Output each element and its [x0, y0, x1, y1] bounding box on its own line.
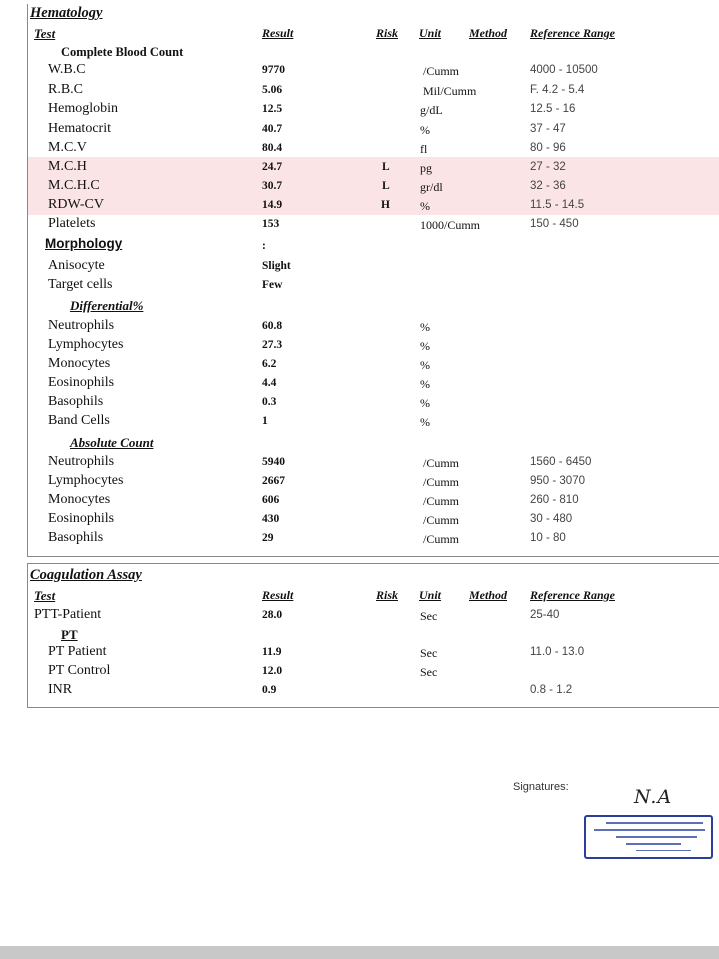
- unit-value: /Cumm: [423, 64, 460, 78]
- test-name: W.B.C: [48, 62, 86, 77]
- page-bottom-bar: [0, 946, 719, 959]
- test-name: Monocytes: [48, 356, 111, 371]
- coagulation-title: Coagulation Assay: [30, 567, 142, 583]
- unit-value: %: [420, 320, 430, 334]
- test-name: Eosinophils: [48, 375, 115, 390]
- result-value: 4.4: [262, 377, 277, 389]
- hematology-header-result: Result: [262, 26, 294, 40]
- result-value: 6.2: [262, 358, 277, 370]
- unit-value: %: [420, 339, 430, 353]
- reference-range: 11.0 - 13.0: [530, 646, 585, 658]
- test-name: Anisocyte: [48, 258, 105, 273]
- reference-range: 150 - 450: [530, 218, 579, 230]
- test-name: M.C.H.C: [48, 178, 100, 193]
- reference-range: 37 - 47: [530, 123, 566, 135]
- hematology-title: Hematology: [30, 5, 103, 21]
- reference-range: F. 4.2 - 5.4: [530, 84, 585, 96]
- reference-range: 4000 - 10500: [530, 64, 598, 76]
- unit-value: /Cumm: [423, 475, 460, 489]
- result-value: 30.7: [262, 180, 283, 192]
- unit-value: %: [420, 123, 430, 137]
- test-name: Hemoglobin: [48, 101, 118, 116]
- pt-section-title: PT: [61, 627, 78, 642]
- test-name: Monocytes: [48, 492, 111, 507]
- unit-value: fl: [420, 142, 428, 156]
- coagulation-header-method: Method: [469, 588, 508, 602]
- test-name: Lymphocytes: [48, 473, 124, 488]
- unit-value: Sec: [420, 665, 438, 679]
- unit-value: %: [420, 358, 430, 372]
- unit-value: 1000/Cumm: [420, 218, 481, 232]
- result-value: 24.7: [262, 161, 283, 173]
- result-value: 0.3: [262, 396, 277, 408]
- reference-range: 1560 - 6450: [530, 456, 592, 468]
- test-name: Target cells: [48, 277, 113, 292]
- morphology-colon: :: [262, 240, 266, 252]
- reference-range: 25-40: [530, 609, 560, 621]
- coagulation-header-reference: Reference Range: [530, 588, 615, 602]
- test-name: Hematocrit: [48, 121, 111, 136]
- coagulation-header-result: Result: [262, 588, 294, 602]
- unit-value: pg: [420, 161, 432, 175]
- result-value: 12.0: [262, 665, 283, 677]
- test-name: RDW-CV: [48, 197, 104, 212]
- reference-range: 260 - 810: [530, 494, 579, 506]
- signature-label: Signatures:: [513, 781, 569, 793]
- signature-initials: N.A: [634, 786, 673, 808]
- reference-range: 80 - 96: [530, 142, 566, 154]
- result-value: 5940: [262, 456, 285, 468]
- coagulation-top-border: [27, 563, 719, 564]
- stamp-text-line: [636, 850, 691, 851]
- unit-value: %: [420, 199, 430, 213]
- unit-value: Sec: [420, 609, 438, 623]
- test-name: Basophils: [48, 530, 104, 545]
- hematology-header-risk: Risk: [376, 26, 399, 40]
- result-value: 12.5: [262, 103, 283, 115]
- result-value: 0.9: [262, 684, 277, 696]
- unit-value: Mil/Cumm: [423, 84, 477, 98]
- reference-range: 0.8 - 1.2: [530, 684, 573, 696]
- unit-value: %: [420, 415, 430, 429]
- test-name: INR: [48, 682, 73, 697]
- differential-section-title: Differential%: [70, 298, 144, 313]
- reference-range: 950 - 3070: [530, 475, 585, 487]
- risk-flag: L: [382, 161, 390, 173]
- result-value: 27.3: [262, 339, 283, 351]
- hematology-bottom-border: [27, 556, 719, 557]
- result-value: 60.8: [262, 320, 283, 332]
- test-name: Eosinophils: [48, 511, 115, 526]
- hematology-header-test: Test: [34, 26, 56, 41]
- risk-flag: L: [382, 180, 390, 192]
- unit-value: %: [420, 377, 430, 391]
- abnormal-highlight-band: [28, 157, 719, 215]
- unit-value: /Cumm: [423, 456, 460, 470]
- reference-range: 10 - 80: [530, 532, 566, 544]
- unit-value: /Cumm: [423, 494, 460, 508]
- result-value: 11.9: [262, 646, 282, 658]
- result-value: 80.4: [262, 142, 283, 154]
- stamp-text-line: [606, 822, 703, 824]
- test-name: Platelets: [48, 216, 96, 231]
- result-value: 9770: [262, 64, 285, 76]
- coagulation-header-risk: Risk: [376, 588, 399, 602]
- unit-value: %: [420, 396, 430, 410]
- test-name: M.C.V: [48, 140, 87, 155]
- stamp-text-line: [626, 843, 681, 845]
- result-value: 2667: [262, 475, 285, 487]
- cbc-section-title: Complete Blood Count: [61, 45, 184, 59]
- hematology-header-unit: Unit: [419, 26, 442, 40]
- stamp-text-line: [594, 829, 705, 831]
- coagulation-bottom-border: [27, 707, 719, 708]
- result-value: Few: [262, 279, 283, 291]
- test-name: Neutrophils: [48, 454, 115, 469]
- hematology-header-method: Method: [469, 26, 508, 40]
- result-value: 1: [262, 415, 268, 427]
- result-value: 153: [262, 218, 280, 230]
- absolute-count-section-title: Absolute Count: [70, 435, 154, 450]
- result-value: 430: [262, 513, 280, 525]
- result-value: 5.06: [262, 84, 283, 96]
- hematology-header-reference: Reference Range: [530, 26, 615, 40]
- reference-range: 11.5 - 14.5: [530, 199, 585, 211]
- test-name: Lymphocytes: [48, 337, 124, 352]
- test-name: Band Cells: [48, 413, 110, 428]
- reference-range: 27 - 32: [530, 161, 566, 173]
- test-name: Neutrophils: [48, 318, 115, 333]
- morphology-section-title: Morphology: [45, 236, 123, 251]
- unit-value: g/dL: [420, 103, 443, 117]
- unit-value: /Cumm: [423, 532, 460, 546]
- coagulation-header-unit: Unit: [419, 588, 442, 602]
- reference-range: 30 - 480: [530, 513, 573, 525]
- reference-range: 32 - 36: [530, 180, 566, 192]
- doctor-stamp: [584, 815, 713, 859]
- result-value: 14.9: [262, 199, 283, 211]
- coagulation-header-test: Test: [34, 588, 56, 603]
- result-value: 28.0: [262, 609, 283, 621]
- unit-value: Sec: [420, 646, 438, 660]
- unit-value: gr/dl: [420, 180, 443, 194]
- hematology-left-border: [27, 4, 28, 556]
- test-name: R.B.C: [48, 82, 84, 97]
- reference-range: 12.5 - 16: [530, 103, 576, 115]
- test-name: PT Control: [48, 663, 111, 678]
- unit-value: /Cumm: [423, 513, 460, 527]
- result-value: 606: [262, 494, 280, 506]
- test-name: M.C.H: [48, 159, 87, 174]
- result-value: 40.7: [262, 123, 283, 135]
- test-name: PT Patient: [48, 644, 107, 659]
- result-value: Slight: [262, 260, 291, 272]
- stamp-text-line: [616, 836, 697, 838]
- result-value: 29: [262, 532, 274, 544]
- coagulation-left-border: [27, 563, 28, 707]
- test-name: PTT-Patient: [34, 607, 102, 622]
- test-name: Basophils: [48, 394, 104, 409]
- risk-flag: H: [381, 199, 390, 211]
